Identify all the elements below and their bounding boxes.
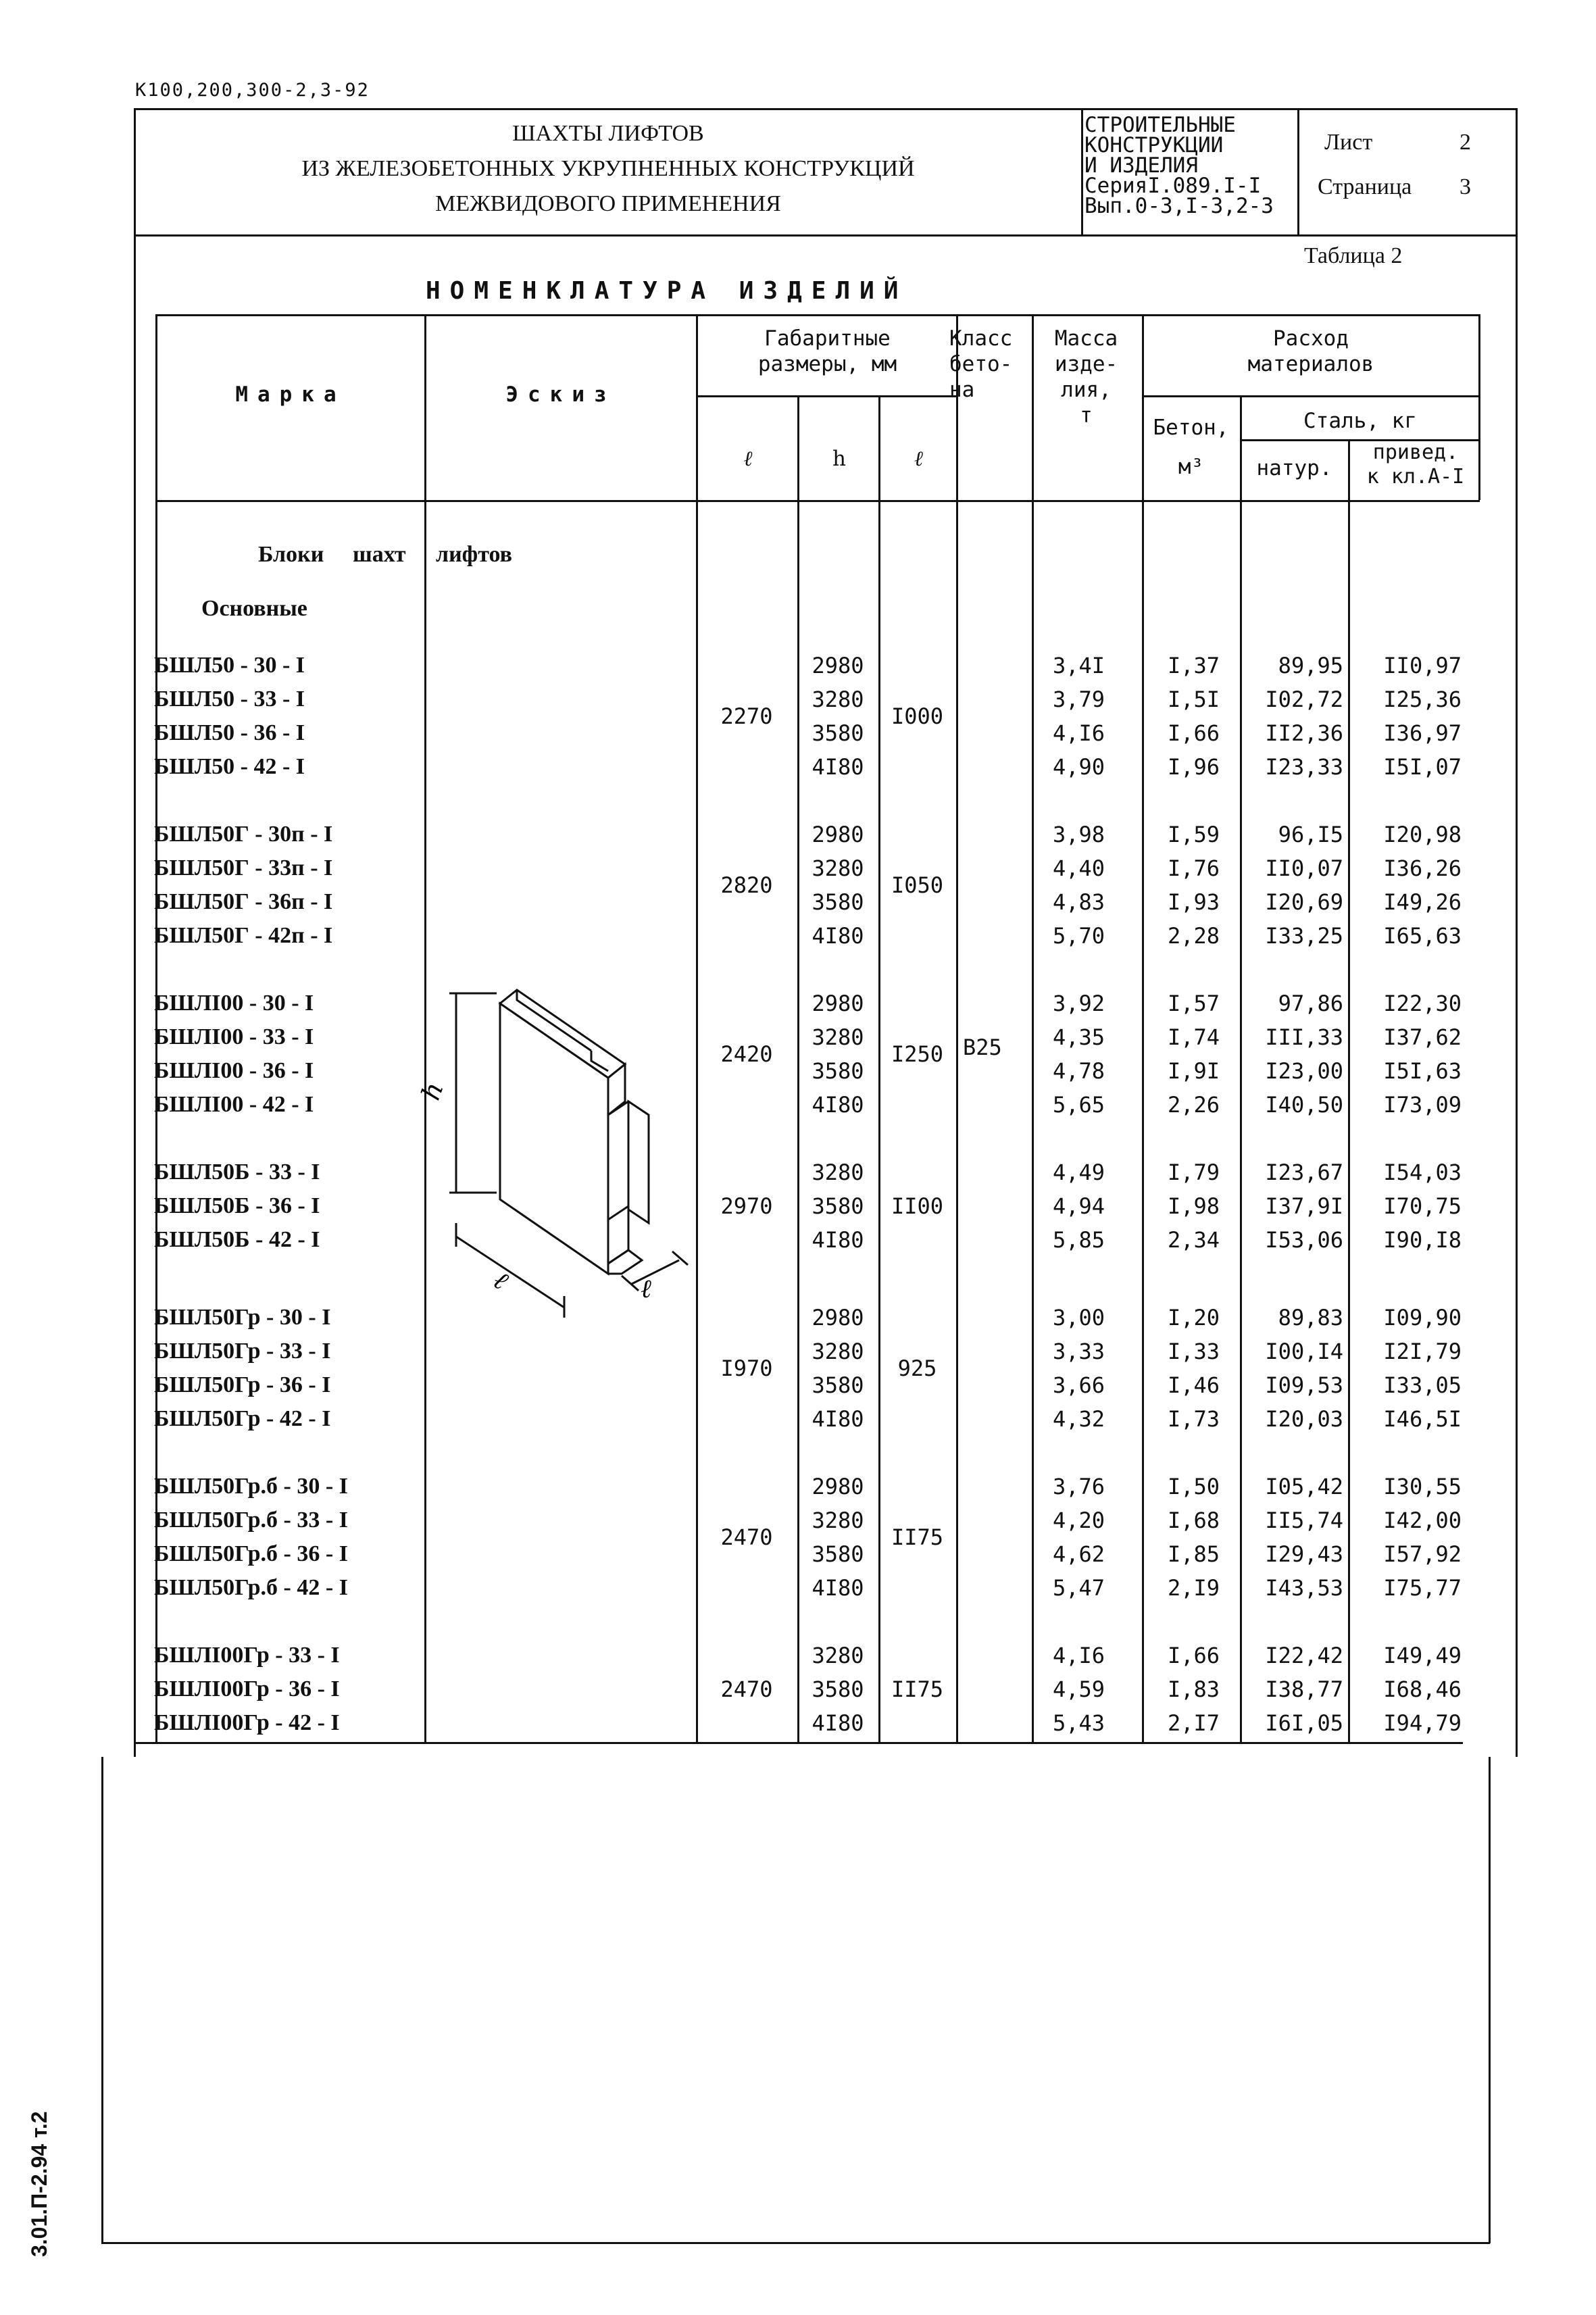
row-steel-natural: I38,77 bbox=[1265, 1676, 1343, 1702]
row-concrete: I,73 bbox=[1167, 1406, 1220, 1432]
series-line-1: СТРОИТЕЛЬНЫЕ bbox=[1084, 113, 1236, 137]
row-concrete: I,66 bbox=[1167, 720, 1220, 746]
row-steel-natural: I23,33 bbox=[1265, 754, 1343, 780]
col-concrete-line-2: м³ bbox=[1178, 455, 1204, 479]
row-steel-natural: I09,53 bbox=[1265, 1372, 1343, 1398]
row-mass: 4,35 bbox=[1052, 1024, 1105, 1050]
row-steel-reduced: I42,00 bbox=[1383, 1508, 1462, 1533]
row-mark: БШЛ50Гр.б - 42 - I bbox=[154, 1575, 348, 1600]
row-steel-natural: II5,74 bbox=[1265, 1508, 1343, 1533]
row-steel-natural: I43,53 bbox=[1265, 1575, 1343, 1601]
row-steel-reduced: I2I,79 bbox=[1383, 1339, 1462, 1364]
row-steel-natural: II0,07 bbox=[1265, 855, 1343, 881]
grid-hline bbox=[155, 314, 1480, 316]
subsection-main: Основные bbox=[201, 596, 307, 621]
row-steel-natural: I33,25 bbox=[1265, 923, 1343, 949]
row-steel-natural: I02,72 bbox=[1265, 687, 1343, 712]
col-reduced-line-2: к кл.А-I bbox=[1366, 465, 1465, 489]
row-height: 3280 bbox=[812, 1339, 864, 1364]
row-steel-reduced: I5I,63 bbox=[1383, 1058, 1462, 1084]
row-height: 4I80 bbox=[812, 1092, 864, 1118]
row-mass: 5,43 bbox=[1052, 1710, 1105, 1736]
grid-vline bbox=[956, 314, 958, 1742]
row-concrete: 2,26 bbox=[1167, 1092, 1220, 1118]
row-steel-reduced: I20,98 bbox=[1383, 822, 1462, 847]
row-mark: БШЛ50 - 30 - I bbox=[154, 653, 305, 678]
row-mass: 3,98 bbox=[1052, 822, 1105, 847]
row-concrete: I,57 bbox=[1167, 991, 1220, 1016]
row-mark: БШЛ50Гр.б - 30 - I bbox=[154, 1474, 348, 1499]
col-dims-line-2: размеры, мм bbox=[757, 352, 897, 376]
row-concrete: I,98 bbox=[1167, 1193, 1220, 1219]
row-steel-natural: I22,42 bbox=[1265, 1643, 1343, 1668]
row-mark: БШЛ50Гр - 30 - I bbox=[154, 1305, 331, 1330]
row-steel-natural: I23,67 bbox=[1265, 1160, 1343, 1185]
row-mark: БШЛ50Б - 36 - I bbox=[154, 1193, 320, 1218]
row-steel-reduced: I49,26 bbox=[1383, 889, 1462, 915]
row-mass: 3,4I bbox=[1052, 653, 1105, 678]
row-mass: 4,I6 bbox=[1052, 1643, 1105, 1668]
row-mass: 4,90 bbox=[1052, 754, 1105, 780]
row-mass: 4,40 bbox=[1052, 855, 1105, 881]
grid-hline bbox=[135, 1742, 1463, 1744]
col-reduced bbox=[1348, 441, 1483, 489]
col-mass bbox=[1034, 326, 1139, 428]
col-dims bbox=[697, 326, 957, 377]
row-mass: 4,78 bbox=[1052, 1058, 1105, 1084]
row-mass: 3,00 bbox=[1052, 1305, 1105, 1330]
group-length: 2470 bbox=[720, 1676, 773, 1702]
row-mark: БШЛI00 - 33 - I bbox=[154, 1024, 314, 1049]
grid-hline bbox=[697, 395, 957, 397]
row-mass: 3,79 bbox=[1052, 687, 1105, 712]
page-label: Страница bbox=[1318, 174, 1412, 199]
row-concrete: I,5I bbox=[1167, 687, 1220, 712]
row-steel-natural: 97,86 bbox=[1278, 991, 1343, 1016]
col-reduced-line-1: привед. bbox=[1372, 441, 1459, 464]
row-steel-natural: II2,36 bbox=[1265, 720, 1343, 746]
row-mark: БШЛ50Гр - 33 - I bbox=[154, 1339, 331, 1364]
row-steel-natural: I29,43 bbox=[1265, 1541, 1343, 1567]
grid-hline bbox=[155, 500, 1480, 502]
group-width: I250 bbox=[891, 1041, 944, 1067]
row-mass: 3,92 bbox=[1052, 991, 1105, 1016]
row-height: 2980 bbox=[812, 1474, 864, 1499]
row-height: 3580 bbox=[812, 1058, 864, 1084]
row-steel-reduced: I33,05 bbox=[1383, 1372, 1462, 1398]
row-steel-reduced: I36,97 bbox=[1383, 720, 1462, 746]
group-width: II75 bbox=[891, 1524, 944, 1550]
col-mark: Марка bbox=[235, 382, 346, 407]
group-width: II75 bbox=[891, 1676, 944, 1702]
title-line-3: МЕЖВИДОВОГО ПРИМЕНЕНИЯ bbox=[435, 191, 781, 216]
sketch-label-l: ℓ bbox=[488, 1265, 514, 1296]
row-mark: БШЛ50Б - 42 - I bbox=[154, 1227, 320, 1252]
col-mass-line-2: изде- bbox=[1054, 352, 1118, 376]
section-title-shafts: шахт bbox=[353, 542, 406, 567]
section-title-blocks: Блоки bbox=[258, 542, 324, 567]
row-mark: БШЛ50Г - 33п - I bbox=[154, 855, 333, 880]
row-steel-reduced: I70,75 bbox=[1383, 1193, 1462, 1219]
row-steel-natural: I37,9I bbox=[1265, 1193, 1343, 1219]
row-steel-natural: I40,50 bbox=[1265, 1092, 1343, 1118]
row-height: 4I80 bbox=[812, 1575, 864, 1601]
col-h: h bbox=[832, 447, 846, 471]
grid-hline bbox=[1142, 395, 1480, 397]
col-consumption bbox=[1142, 326, 1480, 377]
title-line-2: ИЗ ЖЕЛЕЗОБЕТОННЫХ УКРУПНЕННЫХ КОНСТРУКЦИЙ bbox=[301, 156, 915, 181]
row-mass: 5,47 bbox=[1052, 1575, 1105, 1601]
shaft-block-sketch-icon bbox=[416, 973, 709, 1318]
row-steel-reduced: II0,97 bbox=[1383, 653, 1462, 678]
row-concrete: I,66 bbox=[1167, 1643, 1220, 1668]
row-mark: БШЛ50Г - 42п - I bbox=[154, 923, 333, 948]
row-steel-reduced: I68,46 bbox=[1383, 1676, 1462, 1702]
col-class-line-3: на bbox=[949, 378, 975, 402]
row-mark: БШЛ50Гр.б - 36 - I bbox=[154, 1541, 348, 1566]
row-concrete: 2,I7 bbox=[1167, 1710, 1220, 1736]
row-concrete: 2,28 bbox=[1167, 923, 1220, 949]
row-steel-reduced: I73,09 bbox=[1383, 1092, 1462, 1118]
row-mark: БШЛI00 - 42 - I bbox=[154, 1092, 314, 1117]
row-mass: 4,49 bbox=[1052, 1160, 1105, 1185]
row-mass: 3,66 bbox=[1052, 1372, 1105, 1398]
row-steel-reduced: I25,36 bbox=[1383, 687, 1462, 712]
col-steel: Сталь, кг bbox=[1303, 409, 1417, 433]
row-steel-natural: I05,42 bbox=[1265, 1474, 1343, 1499]
row-concrete: I,76 bbox=[1167, 855, 1220, 881]
col-b: ℓ bbox=[914, 447, 923, 471]
row-height: 3580 bbox=[812, 1676, 864, 1702]
row-concrete: I,83 bbox=[1167, 1676, 1220, 1702]
row-concrete: I,33 bbox=[1167, 1339, 1220, 1364]
row-mark: БШЛ50Б - 33 - I bbox=[154, 1160, 320, 1185]
row-mass: 4,83 bbox=[1052, 889, 1105, 915]
row-mark: БШЛ50 - 33 - I bbox=[154, 687, 305, 712]
col-consumption-line-2: материалов bbox=[1247, 352, 1374, 376]
row-mark: БШЛI00Гр - 42 - I bbox=[154, 1710, 340, 1735]
row-steel-natural: I53,06 bbox=[1265, 1227, 1343, 1253]
row-concrete: I,96 bbox=[1167, 754, 1220, 780]
col-dims-line-1: Габаритные bbox=[764, 326, 891, 351]
group-length: 2820 bbox=[720, 872, 773, 898]
row-steel-reduced: I65,63 bbox=[1383, 923, 1462, 949]
row-steel-reduced: I54,03 bbox=[1383, 1160, 1462, 1185]
row-mass: 4,32 bbox=[1052, 1406, 1105, 1432]
col-mass-line-1: Масса bbox=[1054, 326, 1118, 351]
row-mass: 4,20 bbox=[1052, 1508, 1105, 1533]
sheet-value: 2 bbox=[1460, 130, 1471, 155]
row-steel-natural: III,33 bbox=[1265, 1024, 1343, 1050]
series-line-4: СерияI.089.I-I bbox=[1084, 174, 1262, 198]
row-mass: 4,59 bbox=[1052, 1676, 1105, 1702]
col-class bbox=[949, 326, 1044, 403]
row-height: 2980 bbox=[812, 822, 864, 847]
row-steel-reduced: I30,55 bbox=[1383, 1474, 1462, 1499]
row-mass: 5,65 bbox=[1052, 1092, 1105, 1118]
row-height: 2980 bbox=[812, 1305, 864, 1330]
row-concrete: I,85 bbox=[1167, 1541, 1220, 1567]
col-class-line-2: бето- bbox=[949, 352, 1013, 376]
row-steel-reduced: I37,62 bbox=[1383, 1024, 1462, 1050]
row-height: 3580 bbox=[812, 720, 864, 746]
row-steel-natural: 96,I5 bbox=[1278, 822, 1343, 847]
row-height: 3280 bbox=[812, 1508, 864, 1533]
row-concrete: I,79 bbox=[1167, 1160, 1220, 1185]
row-steel-reduced: I46,5I bbox=[1383, 1406, 1462, 1432]
row-steel-natural: I6I,05 bbox=[1265, 1710, 1343, 1736]
row-steel-natural: I23,00 bbox=[1265, 1058, 1343, 1084]
row-mark: БШЛ50Гр.б - 33 - I bbox=[154, 1508, 348, 1533]
row-steel-natural: 89,83 bbox=[1278, 1305, 1343, 1330]
row-concrete: I,20 bbox=[1167, 1305, 1220, 1330]
sketch-label-b: ℓ bbox=[641, 1274, 651, 1303]
row-mark: БШЛI00 - 30 - I bbox=[154, 991, 314, 1016]
row-steel-reduced: I09,90 bbox=[1383, 1305, 1462, 1330]
row-mass: 3,33 bbox=[1052, 1339, 1105, 1364]
row-concrete: I,59 bbox=[1167, 822, 1220, 847]
group-width: I050 bbox=[891, 872, 944, 898]
document-title bbox=[135, 116, 1081, 222]
row-steel-reduced: I90,I8 bbox=[1383, 1227, 1462, 1253]
row-mark: БШЛ50Гр - 36 - I bbox=[154, 1372, 331, 1397]
document-code: К100,200,300-2,3-92 bbox=[135, 80, 370, 101]
table-number: Таблица 2 bbox=[1304, 243, 1403, 268]
row-steel-natural: 89,95 bbox=[1278, 653, 1343, 678]
row-mark: БШЛ50 - 42 - I bbox=[154, 754, 305, 779]
group-length: I970 bbox=[720, 1355, 773, 1381]
row-mass: 4,I6 bbox=[1052, 720, 1105, 746]
row-steel-natural: I20,69 bbox=[1265, 889, 1343, 915]
row-height: 4I80 bbox=[812, 1406, 864, 1432]
row-height: 3580 bbox=[812, 1372, 864, 1398]
row-height: 3580 bbox=[812, 1541, 864, 1567]
table-caption: НОМЕНКЛАТУРА ИЗДЕЛИЙ bbox=[426, 277, 908, 305]
row-concrete: I,93 bbox=[1167, 889, 1220, 915]
row-mass: 5,70 bbox=[1052, 923, 1105, 949]
sheet-label: Лист bbox=[1324, 130, 1373, 155]
row-mass: 4,94 bbox=[1052, 1193, 1105, 1219]
series-line-3: И ИЗДЕЛИЯ bbox=[1084, 153, 1198, 178]
col-concrete bbox=[1142, 408, 1240, 487]
row-mark: БШЛI00 - 36 - I bbox=[154, 1058, 314, 1083]
group-width: 925 bbox=[897, 1355, 937, 1381]
row-mark: БШЛ50Гр - 42 - I bbox=[154, 1406, 331, 1431]
row-steel-reduced: I94,79 bbox=[1383, 1710, 1462, 1736]
row-concrete: I,74 bbox=[1167, 1024, 1220, 1050]
row-mark: БШЛ50 - 36 - I bbox=[154, 720, 305, 745]
group-width: II00 bbox=[891, 1193, 944, 1219]
side-code: 3.01.П-2.94 т.2 bbox=[27, 2111, 51, 2257]
row-steel-reduced: I75,77 bbox=[1383, 1575, 1462, 1601]
row-height: 3280 bbox=[812, 1024, 864, 1050]
col-sketch: Эскиз bbox=[505, 382, 616, 407]
sketch-label-h: h bbox=[416, 1078, 449, 1104]
row-steel-reduced: I5I,07 bbox=[1383, 754, 1462, 780]
row-height: 4I80 bbox=[812, 923, 864, 949]
row-height: 2980 bbox=[812, 991, 864, 1016]
row-height: 3280 bbox=[812, 855, 864, 881]
section-title-lifts: лифтов bbox=[436, 542, 512, 567]
row-height: 3280 bbox=[812, 687, 864, 712]
group-length: 2420 bbox=[720, 1041, 773, 1067]
row-height: 3580 bbox=[812, 1193, 864, 1219]
concrete-class-value: В25 bbox=[963, 1035, 1002, 1060]
row-concrete: I,9I bbox=[1167, 1058, 1220, 1084]
row-height: 3280 bbox=[812, 1643, 864, 1668]
row-height: 3280 bbox=[812, 1160, 864, 1185]
row-concrete: I,37 bbox=[1167, 653, 1220, 678]
row-mass: 4,62 bbox=[1052, 1541, 1105, 1567]
row-height: 3580 bbox=[812, 889, 864, 915]
title-line-1: ШАХТЫ ЛИФТОВ bbox=[512, 121, 704, 146]
row-steel-reduced: I57,92 bbox=[1383, 1541, 1462, 1567]
row-steel-natural: I20,03 bbox=[1265, 1406, 1343, 1432]
col-concrete-line-1: Бетон, bbox=[1153, 416, 1229, 440]
page-value: 3 bbox=[1460, 174, 1471, 199]
row-mass: 5,85 bbox=[1052, 1227, 1105, 1253]
col-l: ℓ bbox=[743, 447, 753, 471]
group-length: 2270 bbox=[720, 703, 773, 729]
group-length: 2970 bbox=[720, 1193, 773, 1219]
row-mark: БШЛ50Г - 36п - I bbox=[154, 889, 333, 914]
row-concrete: I,68 bbox=[1167, 1508, 1220, 1533]
series-line-2: КОНСТРУКЦИИ bbox=[1084, 133, 1224, 157]
row-mark: БШЛI00Гр - 33 - I bbox=[154, 1643, 340, 1668]
series-line-5: Вып.0-3,I-3,2-3 bbox=[1084, 194, 1274, 218]
col-consumption-line-1: Расход bbox=[1273, 326, 1349, 351]
row-concrete: 2,34 bbox=[1167, 1227, 1220, 1253]
group-width: I000 bbox=[891, 703, 944, 729]
grid-vline bbox=[1142, 314, 1144, 1742]
row-steel-natural: I00,I4 bbox=[1265, 1339, 1343, 1364]
row-mark: БШЛI00Гр - 36 - I bbox=[154, 1676, 340, 1701]
col-natural: натур. bbox=[1256, 456, 1332, 480]
col-mass-line-4: т bbox=[1080, 403, 1093, 428]
row-height: 4I80 bbox=[812, 1227, 864, 1253]
row-concrete: I,46 bbox=[1167, 1372, 1220, 1398]
col-class-line-1: Класс bbox=[949, 326, 1013, 351]
row-height: 4I80 bbox=[812, 754, 864, 780]
group-length: 2470 bbox=[720, 1524, 773, 1550]
row-steel-reduced: I36,26 bbox=[1383, 855, 1462, 881]
row-height: 2980 bbox=[812, 653, 864, 678]
row-concrete: I,50 bbox=[1167, 1474, 1220, 1499]
row-mark: БШЛ50Г - 30п - I bbox=[154, 822, 333, 847]
row-concrete: 2,I9 bbox=[1167, 1575, 1220, 1601]
series-block bbox=[1084, 115, 1301, 216]
row-steel-reduced: I22,30 bbox=[1383, 991, 1462, 1016]
row-mass: 3,76 bbox=[1052, 1474, 1105, 1499]
col-mass-line-3: лия, bbox=[1061, 378, 1112, 402]
row-height: 4I80 bbox=[812, 1710, 864, 1736]
row-steel-reduced: I49,49 bbox=[1383, 1643, 1462, 1668]
